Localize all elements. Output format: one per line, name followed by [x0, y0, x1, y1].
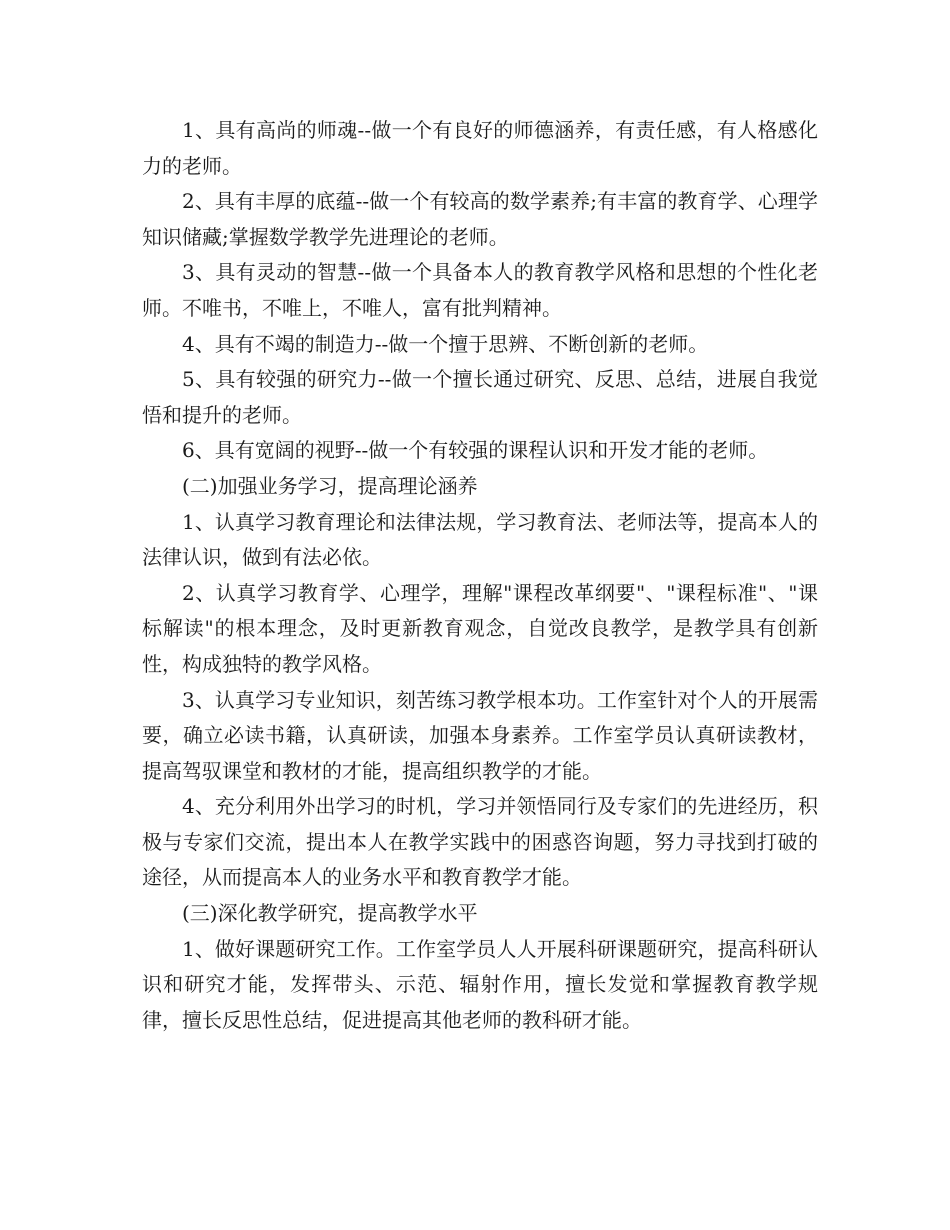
paragraph-research-1: 1、做好课题研究工作。工作室学员人人开展科研课题研究，提高科研认识和研究才能，发挥带头、示范、辐射作用，擅长发觉和掌握教育教学规律，擅长反思性总结，促进提高其他老师的教科研才能。 [142, 936, 818, 1032]
paragraph-goal-2: 2、具有丰厚的底蕴--做一个有较高的数学素养;有丰富的教育学、心理学知识储藏;掌握数学教学先进理论的老师。 [142, 189, 818, 249]
paragraph-goal-4: 4、具有不竭的制造力--做一个擅于思辨、不断创新的老师。 [182, 331, 709, 356]
paragraph-goal-5: 5、具有较强的研究力--做一个擅长通过研究、反思、总结，进展自我觉悟和提升的老师。 [142, 367, 818, 427]
paragraph-goal-6: 6、具有宽阔的视野--做一个有较强的课程认识和开发才能的老师。 [182, 438, 769, 463]
paragraph-goal-3: 3、具有灵动的智慧--做一个具备本人的教育教学风格和思想的个性化老师。不唯书，不唯上，不唯人，富有批判精神。 [142, 260, 818, 320]
section-heading-2: (二)加强业务学习，提高理论涵养 [182, 473, 478, 498]
paragraph-study-1: 1、认真学习教育理论和法律法规，学习教育法、老师法等，提高本人的法律认识，做到有法必依。 [142, 509, 818, 570]
section-heading-3: (三)深化教学研究，提高教学水平 [182, 901, 478, 926]
document-body [142, 113, 818, 1038]
paragraph-study-3: 3、认真学习专业知识，刻苦练习教学根本功。工作室针对个人的开展需要，确立必读书籍，认真研读，加强本身素养。工作室学员认真研读教材，提高驾驭课堂和教材的才能，提高组织教学的才能。 [142, 687, 818, 783]
paragraph-study-4: 4、充分利用外出学习的时机，学习并领悟同行及专家们的先进经历，积极与专家们交流，提出本人在教学实践中的困惑咨询题，努力寻找到打破的途径，从而提高本人的业务水平和教育教学才能。 [142, 794, 818, 890]
paragraph-study-2: 2、认真学习教育学、心理学，理解"课程改革纲要"、"课程标准"、"课标解读"的根本理念，及时更新教育观念，自觉改良教学，是教学具有创新性，构成独特的教学风格。 [142, 580, 818, 676]
paragraph-goal-1: 1、具有高尚的师魂--做一个有良好的师德涵养，有责任感，有人格感化力的老师。 [142, 118, 818, 178]
